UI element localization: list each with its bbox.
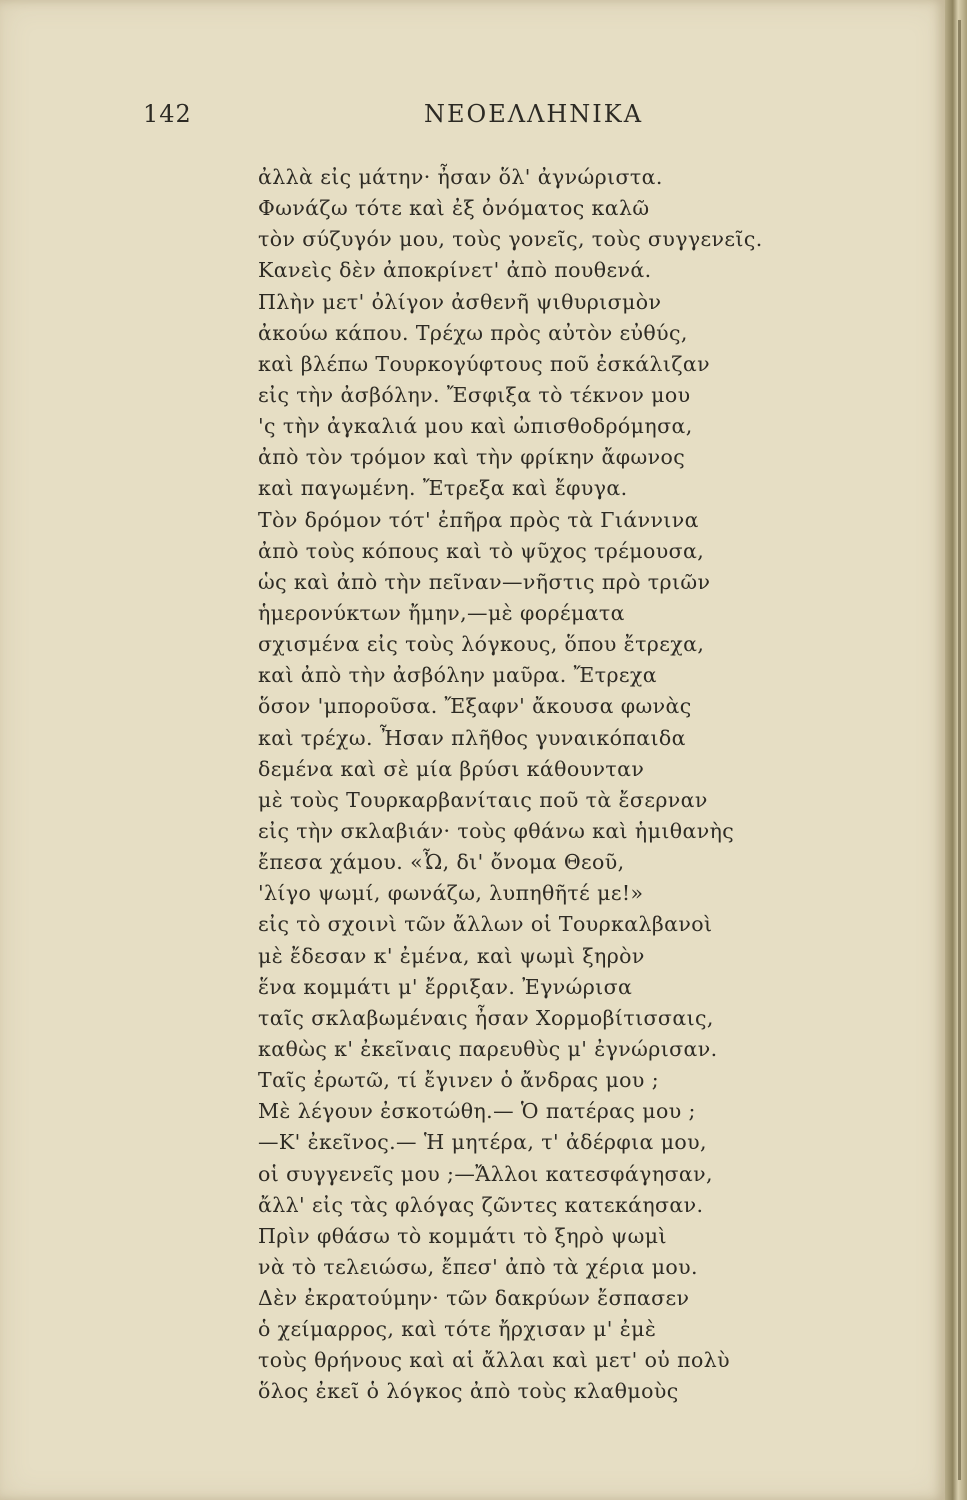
text-line: εἰς τὴν ἀσβόλην. Ἔσφιξα τὸ τέκνον μου	[258, 382, 691, 407]
text-line: Πρὶν φθάσω τὸ κομμάτι τὸ ξηρὸ ψωμὶ	[258, 1223, 667, 1248]
text-line: καὶ παγωμένη. Ἔτρεξα καὶ ἔφυγα.	[258, 476, 628, 501]
text-line: Μὲ λέγουν ἐσκοτώθη.— Ὁ πατέρας μου ;	[258, 1099, 696, 1124]
text-line: ἄλλ' εἰς τὰς φλόγας ζῶντες κατεκάησαν.	[258, 1192, 704, 1217]
text-line: τοὺς θρήνους καὶ αἱ ἄλλαι καὶ μετ' οὐ πολὺ	[258, 1348, 730, 1373]
text-line: ὁ χείμαρρος, καὶ τότε ἤρχισαν μ' ἐμὲ	[258, 1317, 657, 1342]
text-line: ἕνα κομμάτι μ' ἔρριξαν. Ἐγνώρισα	[258, 974, 633, 999]
text-line: Φωνάζω τότε καὶ ἐξ ὀνόματος καλῶ	[258, 196, 650, 221]
text-line: ἔπεσα χάμου. «Ὦ, δι' ὄνομα Θεοῦ,	[258, 850, 625, 875]
text-line: σχισμένα εἰς τοὺς λόγκους, ὅπου ἔτρεχα,	[258, 632, 705, 657]
text-line: Ταῖς ἐρωτῶ, τί ἔγινεν ὁ ἄνδρας μου ;	[258, 1068, 660, 1093]
text-line: 'ς τὴν ἀγκαλιά μου καὶ ὠπισθοδρόμησα,	[258, 414, 693, 439]
text-line: μὲ ἔδεσαν κ' ἐμένα, καὶ ψωμὶ ξηρὸν	[258, 943, 645, 968]
text-line: Τὸν δρόμον τότ' ἐπῆρα πρὸς τὰ Γιάννινα	[258, 507, 699, 532]
text-line: εἰς τὴν σκλαβιάν· τοὺς φθάνω καὶ ἡμιθανὴς	[258, 818, 735, 843]
text-line: οἱ συγγενεῖς μου ;—Ἄλλοι κατεσφάγησαν,	[258, 1161, 713, 1186]
edge-stripe	[958, 20, 961, 1480]
text-line: ἡμερονύκτων ἤμην,—μὲ φορέματα	[258, 600, 625, 625]
text-line: Κανεὶς δὲν ἀποκρίνετ' ἀπὸ πουθενά.	[258, 258, 652, 283]
text-line: ὅλος ἐκεῖ ὁ λόγκος ἀπὸ τοὺς κλαθμοὺς	[258, 1379, 679, 1404]
text-line: 'λίγο ψωμί, φωνάζω, λυπηθῆτέ με!»	[258, 881, 644, 906]
running-head: ΝΕΟΕΛΛΗΝΙΚΑ	[424, 100, 644, 128]
text-line: μὲ τοὺς Τουρκαρβανίταις ποῦ τὰ ἔσερναν	[258, 787, 708, 812]
text-line: καὶ τρέχω. Ἦσαν πλῆθος γυναικόπαιδα	[258, 725, 686, 750]
text-line: τὸν σύζυγόν μου, τοὺς γονεῖς, τοὺς συγγενεῖς.	[258, 227, 763, 252]
page-number: 142	[143, 100, 192, 128]
text-line: νὰ τὸ τελειώσω, ἔπεσ' ἀπὸ τὰ χέρια μου.	[258, 1254, 698, 1279]
text-line: ἀκούω κάπου. Τρέχω πρὸς αὐτὸν εὐθύς,	[258, 320, 688, 345]
text-line: καὶ βλέπω Τουρκογύφτους ποῦ ἐσκάλιζαν	[258, 351, 710, 376]
text-line: —Κ' ἐκεῖνος.— Ἡ μητέρα, τ' ἀδέρφια μου,	[258, 1130, 707, 1155]
text-line: καὶ ἀπὸ τὴν ἀσβόλην μαῦρα. Ἔτρεχα	[258, 663, 657, 688]
text-line: ὅσον 'μποροῦσα. Ἔξαφν' ἄκουσα φωνὰς	[258, 694, 692, 719]
text-line: ταῖς σκλαβωμέναις ἦσαν Χορμοβίτισσαις,	[258, 1005, 714, 1030]
text-line: εἰς τὸ σχοινὶ τῶν ἄλλων οἱ Τουρκαλβανοὶ	[258, 912, 713, 937]
text-line: δεμένα καὶ σὲ μία βρύσι κάθουνταν	[258, 756, 645, 781]
text-line: καθὼς κ' ἐκεῖναις παρευθὺς μ' ἐγνώρισαν.	[258, 1036, 718, 1061]
text-line: ἀλλὰ εἰς μάτην· ἦσαν ὅλ' ἀγνώριστα.	[258, 165, 663, 189]
text-line: ὡς καὶ ἀπὸ τὴν πεῖναν—νῆστις πρὸ τριῶν	[258, 569, 711, 594]
text-line: ἀπὸ τοὺς κόπους καὶ τὸ ψῦχος τρέμουσα,	[258, 538, 705, 563]
poem-text	[258, 162, 763, 1408]
text-line: Πλὴν μετ' ὀλίγον ἀσθενῆ ψιθυρισμὸν	[258, 289, 662, 314]
text-line: ἀπὸ τὸν τρόμον καὶ τὴν φρίκην ἄφωνος	[258, 445, 686, 470]
book-edge	[945, 0, 967, 1500]
text-line: Δὲν ἐκρατούμην· τῶν δακρύων ἔσπασεν	[258, 1286, 690, 1311]
